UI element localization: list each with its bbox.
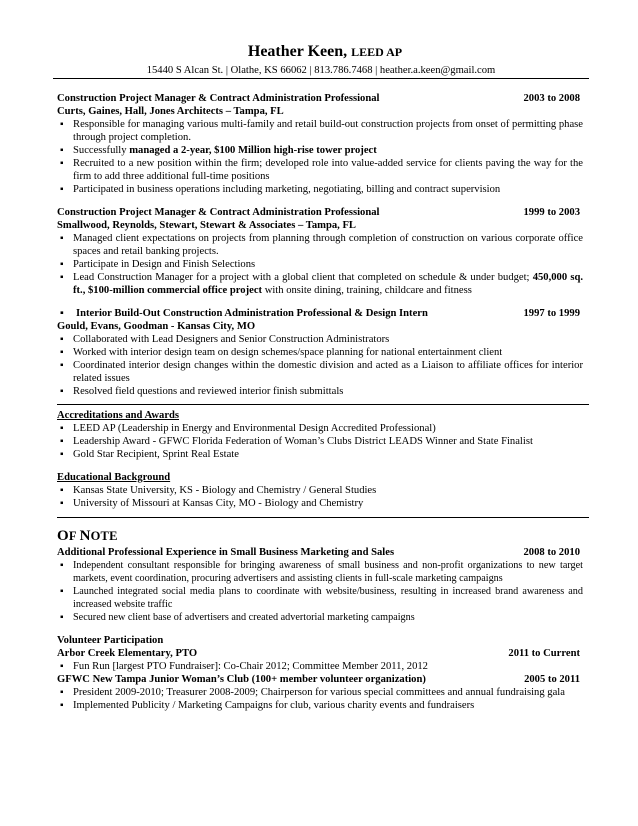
list-item: ▪ Participated in business operations including marketing, negotiating, billing and contract supervision <box>57 183 583 196</box>
accreditation-list <box>57 422 583 461</box>
list-item: ▪ Secured new client base of advertisers and created advertorial marketing campaigns <box>57 611 583 624</box>
job-header <box>57 307 583 320</box>
list-item: ▪ Independent consultant responsible for bringing awareness of small business and non-profit organizations to new target markets, event coordination, procuring advertisers and assisting clients in full-scale marketing campaigns <box>57 559 583 585</box>
education-section <box>57 471 583 510</box>
volunteer-1-header <box>57 647 583 660</box>
org-dates: 2011 to Current <box>508 648 580 659</box>
list-item: ▪ Managed client expectations on projects from planning through completion of construction on various corporate office spaces and retail banking projects. <box>57 232 583 258</box>
org-dates: 2005 to 2011 <box>524 674 580 685</box>
list-item: ▪ Implemented Publicity / Marketing Campaigns for club, various charity events and fundraisers <box>57 699 583 712</box>
job-bullets <box>57 232 583 297</box>
list-item: ▪ Successfully managed a 2-year, $100 Million high-rise tower project <box>57 144 583 157</box>
additional-exp-list <box>57 559 583 624</box>
list-item: ▪ Coordinated interior design changes within the domestic division and acted as a Liaison to affiliate offices for interior related issues <box>57 359 583 385</box>
volunteer-heading: Volunteer Participation <box>57 635 164 646</box>
volunteer-1-list <box>57 660 583 673</box>
list-item: ▪ Kansas State University, KS - Biology and Chemistry / General Studies <box>57 484 583 497</box>
company: Smallwood, Reynolds, Stewart, Stewart & Associates – Tampa, FL <box>57 220 356 231</box>
volunteer-2-list <box>57 686 583 712</box>
org-title: Arbor Creek Elementary, PTO <box>57 648 198 659</box>
exp-title: Additional Professional Experience in Small Business Marketing and Sales <box>57 547 395 558</box>
job-bullets <box>57 118 583 196</box>
list-item: ▪ Responsible for managing various multi-family and retail build-out construction projects from onset of permitting phase through project completion. <box>57 118 583 144</box>
job-3 <box>57 307 583 398</box>
job-2 <box>57 206 583 297</box>
list-item: ▪ Gold Star Recipient, Sprint Real Estate <box>57 448 583 461</box>
job-header <box>57 206 583 219</box>
company: Curts, Gaines, Hall, Jones Architects – Tampa, FL <box>57 106 284 117</box>
list-item: ▪ Resolved field questions and reviewed interior finish submittals <box>57 385 583 398</box>
education-list <box>57 484 583 510</box>
contact-line: 15440 S Alcan St. | Olathe, KS 66062 | 813.786.7468 | heather.a.keen@gmail.com <box>53 64 589 79</box>
full-name: Heather Keen, <box>247 43 348 60</box>
job-header <box>57 92 583 105</box>
job-dates: 1999 to 2003 <box>523 207 580 218</box>
section-heading: Educational Background <box>57 472 171 483</box>
list-item: ▪ Lead Construction Manager for a project with a global client that completed on schedule & under budget; 450,000 sq. ft., $100-million commercial office project with onsite dining, training, childcare and fitness <box>57 271 583 297</box>
of-note-heading: OF NOTE <box>57 528 118 544</box>
list-item: ▪ LEED AP (Leadership in Energy and Environmental Design Accredited Professional) <box>57 422 583 435</box>
list-item: ▪ Recruited to a new position within the firm; developed role into value-added service for clients paving the way for the firm to add three additional full-time positions <box>57 157 583 183</box>
credential: LEED AP <box>351 45 403 59</box>
list-item: ▪ Launched integrated social media plans to coordinate with website/business, resulting in increased brand awareness and increased website traffic <box>57 585 583 611</box>
job-dates: 1997 to 1999 <box>523 308 580 319</box>
divider <box>57 517 589 518</box>
section-heading: Accreditations and Awards <box>57 410 180 421</box>
list-item: ▪ President 2009-2010; Treasurer 2008-2009; Chairperson for various special committees and annual fundraising gala <box>57 686 583 699</box>
org-title: GFWC New Tampa Junior Woman’s Club (100+ member volunteer organization) <box>57 674 426 685</box>
list-item: ▪ Collaborated with Lead Designers and Senior Construction Administrators <box>57 333 583 346</box>
list-item: ▪ Worked with interior design team on design schemes/space planning for national entertainment client <box>57 346 583 359</box>
company: Gould, Evans, Goodman - Kansas City, MO <box>57 321 256 332</box>
volunteer-2-header <box>57 673 583 686</box>
resume-name <box>67 42 583 62</box>
list-item: ▪ Leadership Award - GFWC Florida Federation of Woman’s Clubs District LEADS Winner and State Finalist <box>57 435 583 448</box>
job-title: ▪ Interior Build-Out Construction Administration Professional & Design Intern <box>57 307 428 320</box>
exp-dates: 2008 to 2010 <box>523 547 580 558</box>
job-title: Construction Project Manager & Contract Administration Professional <box>57 93 380 104</box>
job-title: Construction Project Manager & Contract Administration Professional <box>57 207 380 218</box>
additional-exp-header <box>57 546 583 559</box>
job-1 <box>57 92 583 196</box>
list-item: ▪ University of Missouri at Kansas City, MO - Biology and Chemistry <box>57 497 583 510</box>
job-bullets <box>57 333 583 398</box>
divider <box>57 404 589 405</box>
list-item: ▪ Participate in Design and Finish Selections <box>57 258 583 271</box>
accreditations-section <box>57 409 583 461</box>
list-item: ▪ Fun Run [largest PTO Fundraiser]: Co-Chair 2012; Committee Member 2011, 2012 <box>57 660 583 673</box>
job-dates: 2003 to 2008 <box>523 93 580 104</box>
